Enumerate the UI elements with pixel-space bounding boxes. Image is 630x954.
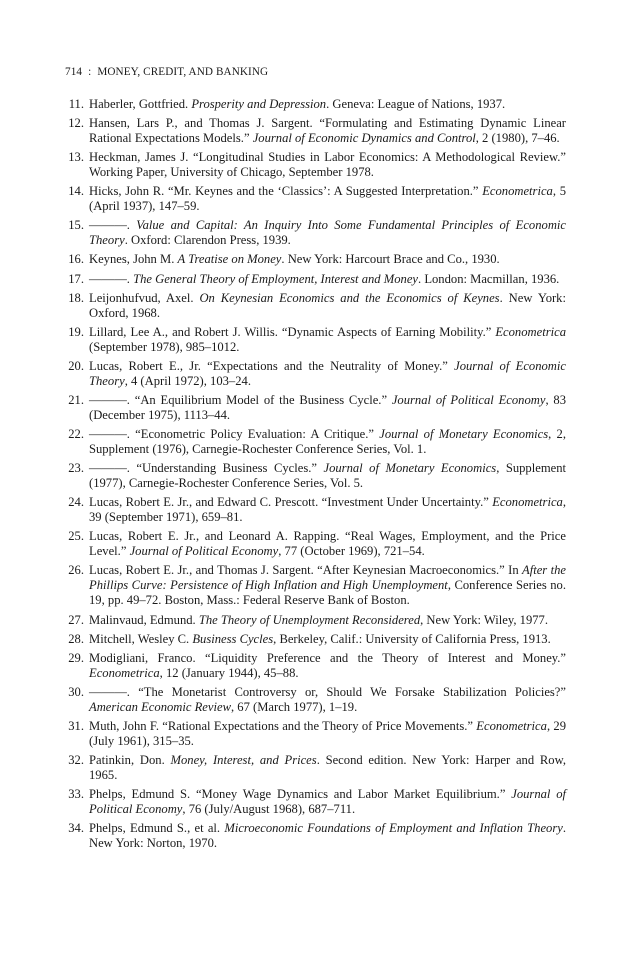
reference-text: Muth, John F. “Rational Expectations and the Theory of Price Movements.” — [89, 718, 477, 733]
reference-item — [66, 651, 566, 681]
reference-number: 33. — [68, 787, 84, 802]
reference-text: , Berkeley, Calif.: University of California Press, 1913. — [273, 631, 551, 646]
reference-text: Keynes, John M. — [89, 252, 178, 267]
reference-number: 14. — [68, 184, 84, 199]
reference-text: , 67 (March 1977), 1–19. — [230, 699, 358, 714]
reference-number: 19. — [68, 324, 84, 339]
header-separator: : — [88, 66, 92, 78]
reference-text: Patinkin, Don. — [89, 752, 171, 767]
reference-text: . Geneva: League of Nations, 1937. — [326, 97, 506, 111]
reference-item — [66, 719, 566, 749]
reference-text: Malinvaud, Edmund. — [89, 612, 199, 627]
reference-title-italic: Econometrica — [492, 495, 563, 510]
reference-text: . New York: Oxford, 1968. — [89, 290, 566, 320]
reference-title-italic: Journal of Economic Theory — [89, 358, 566, 388]
reference-text: . Second edition. New York: Harper and Row, 1965. — [89, 752, 566, 782]
reference-text: , 2, Supplement (1976), Carnegie-Rochester Conference Series, Vol. 1. — [89, 427, 566, 457]
reference-text: , 12 (January 1944), 45–88. — [159, 665, 299, 680]
reference-number: 27. — [68, 612, 84, 627]
reference-number: 11. — [68, 97, 84, 111]
reference-text: . New York: Harcourt Brace and Co., 1930. — [281, 252, 500, 267]
reference-number: 25. — [68, 529, 84, 544]
reference-title-italic: Prosperity and Depression — [191, 97, 327, 111]
reference-item — [66, 325, 566, 355]
reference-text: ———. — [89, 218, 137, 233]
reference-text: ———. “The Monetarist Controversy or, Should We Forsake Stabilization Policies?” — [89, 684, 566, 699]
reference-item — [66, 291, 566, 321]
reference-item — [66, 495, 566, 525]
page-number: 714 — [65, 66, 83, 78]
reference-text: Mitchell, Wesley C. — [89, 631, 193, 646]
reference-item — [66, 393, 566, 423]
reference-number: 18. — [68, 290, 84, 305]
reference-title-italic: The Theory of Unemployment Reconsidered — [198, 612, 421, 627]
reference-text: Phelps, Edmund S., et al. — [89, 821, 225, 836]
reference-number: 20. — [68, 358, 84, 373]
reference-list — [66, 97, 566, 855]
reference-text: Leijonhufvud, Axel. — [89, 290, 200, 305]
reference-title-italic: Business Cycles — [192, 631, 274, 646]
reference-text: , 5 (April 1937), 147–59. — [89, 184, 566, 214]
reference-title-italic: Microeconomic Foundations of Employment and Inflation Theory — [224, 821, 563, 836]
reference-item — [66, 613, 566, 628]
reference-text: ———. “An Equilibrium Model of the Business Cycle.” — [89, 392, 392, 407]
reference-text: , 76 (July/August 1968), 687–711. — [182, 802, 356, 817]
reference-number: 24. — [68, 495, 84, 510]
reference-text: , 39 (September 1971), 659–81. — [89, 495, 566, 525]
reference-title-italic: Econometrica — [89, 665, 160, 680]
reference-title-italic: On Keynesian Economics and the Economics of Keynes — [199, 290, 500, 305]
reference-text: , 77 (October 1969), 721–54. — [278, 544, 425, 559]
reference-text: ———. “Understanding Business Cycles.” — [89, 461, 324, 476]
reference-title-italic: The General Theory of Employment, Interest and Money — [133, 271, 419, 286]
reference-text: Lucas, Robert E. Jr., and Thomas J. Sargent. “After Keynesian Macroeconomics.” In — [89, 563, 523, 578]
reference-number: 28. — [68, 631, 84, 646]
reference-item — [66, 632, 566, 647]
reference-title-italic: A Treatise on Money — [177, 252, 282, 267]
reference-number: 22. — [68, 427, 84, 442]
reference-text: , 4 (April 1972), 103–24. — [124, 373, 251, 388]
reference-item — [66, 685, 566, 715]
reference-item — [66, 787, 566, 817]
reference-item — [66, 150, 566, 180]
reference-title-italic: Journal of Political Economy — [89, 787, 567, 817]
reference-number: 31. — [68, 718, 84, 733]
reference-number: 26. — [68, 563, 84, 578]
reference-text: , 83 (December 1975), 1113–44. — [89, 392, 566, 422]
reference-title-italic: Journal of Economic Dynamics and Control — [252, 131, 476, 146]
reference-item — [66, 563, 566, 608]
reference-number: 32. — [68, 752, 84, 767]
running-header — [65, 66, 268, 78]
reference-text: (September 1978), 985–1012. — [89, 339, 240, 354]
reference-text: , 29 (July 1961), 315–35. — [89, 718, 566, 748]
reference-item — [66, 461, 566, 491]
reference-title-italic: Money, Interest, and Prices — [170, 752, 317, 767]
reference-number: 21. — [68, 392, 84, 407]
reference-text: ———. “Econometric Policy Evaluation: A Critique.” — [89, 427, 380, 442]
reference-title-italic: Econometrica — [476, 718, 547, 733]
reference-title-italic: American Economic Review — [89, 699, 231, 714]
reference-item — [66, 116, 566, 146]
reference-text: . Oxford: Clarendon Press, 1939. — [124, 233, 291, 248]
reference-title-italic: Journal of Monetary Economics — [323, 461, 497, 476]
reference-title-italic: Journal of Political Economy — [129, 544, 279, 559]
reference-number: 15. — [68, 218, 84, 233]
reference-text: Lillard, Lee A., and Robert J. Willis. “Dynamic Aspects of Earning Mobility.” — [89, 324, 496, 339]
reference-number: 12. — [68, 116, 84, 131]
journal-title: MONEY, CREDIT, AND BANKING — [97, 66, 269, 78]
reference-number: 29. — [68, 650, 84, 665]
reference-text: Phelps, Edmund S. “Money Wage Dynamics and Labor Market Equilibrium.” — [89, 787, 512, 802]
reference-text: Heckman, James J. “Longitudinal Studies in Labor Economics: A Methodological Review.” Working Paper, University of Chicago, September 1978. — [89, 150, 566, 180]
reference-text: Lucas, Robert E. Jr., and Leonard A. Rapping. “Real Wages, Employment, and the Price Level.” — [89, 529, 566, 559]
reference-item — [66, 184, 566, 214]
reference-item — [66, 529, 566, 559]
reference-title-italic: Journal of Political Economy — [391, 392, 546, 407]
reference-text: . London: Macmillan, 1936. — [418, 271, 560, 286]
reference-number: 23. — [68, 461, 84, 476]
reference-text: Hansen, Lars P., and Thomas J. Sargent. “Formulating and Estimating Dynamic Linear Rational Expectations Models.” — [89, 116, 566, 146]
reference-text: Hicks, John R. “Mr. Keynes and the ‘Classics’: A Suggested Interpretation.” — [89, 184, 483, 199]
reference-text: , New York: Wiley, 1977. — [420, 612, 549, 627]
reference-title-italic: Value and Capital: An Inquiry Into Some Fundamental Principles of Economic Theory — [89, 218, 567, 248]
reference-item — [66, 272, 566, 287]
reference-number: 34. — [68, 821, 84, 836]
reference-item — [66, 359, 566, 389]
reference-text: , Supplement (1977), Carnegie-Rochester Conference Series, Vol. 5. — [89, 461, 567, 491]
reference-title-italic: After the Phillips Curve: Persistence of High Inflation and High Unemployment — [89, 563, 566, 593]
reference-text: ———. — [89, 271, 134, 286]
reference-item — [66, 753, 566, 783]
reference-number: 16. — [68, 252, 84, 267]
reference-item — [66, 218, 566, 248]
reference-number: 13. — [68, 150, 84, 165]
reference-item — [66, 97, 566, 112]
reference-text: , Conference Series no. 19, pp. 49–72. Boston, Mass.: Federal Reserve Bank of Boston. — [89, 578, 566, 608]
reference-item — [66, 252, 566, 267]
reference-text: . New York: Norton, 1970. — [89, 821, 566, 851]
reference-text: Lucas, Robert E. Jr., and Edward C. Prescott. “Investment Under Uncertainty.” — [89, 495, 493, 510]
reference-item — [66, 427, 566, 457]
reference-title-italic: Econometrica — [495, 324, 566, 339]
reference-text: , 2 (1980), 7–46. — [475, 131, 560, 146]
reference-text: Lucas, Robert E., Jr. “Expectations and the Neutrality of Money.” — [89, 358, 455, 373]
reference-number: 30. — [68, 684, 84, 699]
reference-title-italic: Journal of Monetary Economics — [379, 427, 549, 442]
reference-item — [66, 821, 566, 851]
reference-text: Haberler, Gottfried. — [89, 97, 192, 111]
reference-title-italic: Econometrica — [482, 184, 553, 199]
reference-text: Modigliani, Franco. “Liquidity Preference and the Theory of Interest and Money.” — [89, 650, 566, 665]
reference-number: 17. — [68, 271, 84, 286]
